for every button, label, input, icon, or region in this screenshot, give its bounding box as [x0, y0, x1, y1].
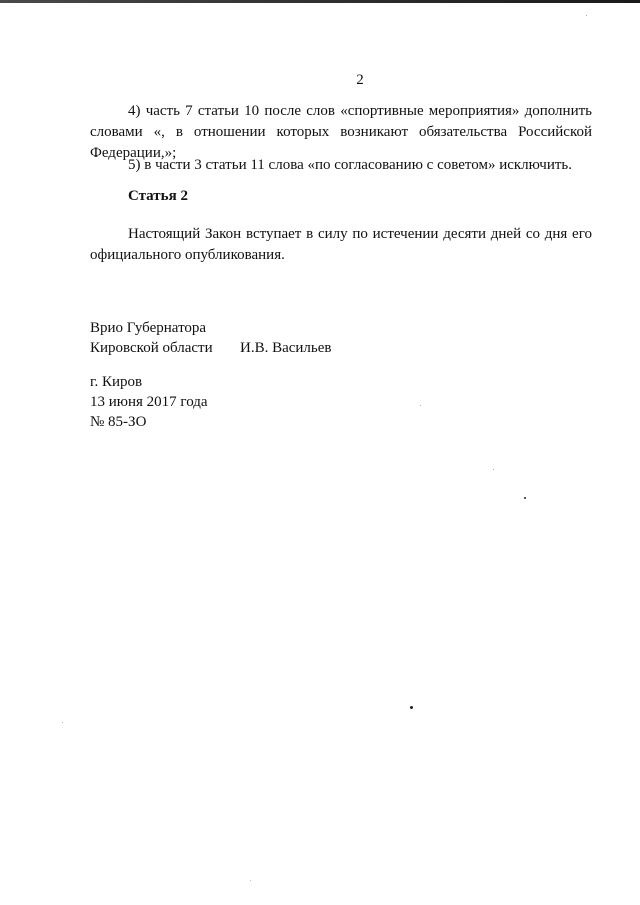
article-2-heading: Статья 2 [128, 188, 188, 204]
page-number: 2 [356, 72, 364, 88]
issuance-place: г. Киров [90, 374, 143, 390]
scan-speck [62, 722, 63, 723]
signatory-title-line-2: Кировской области [90, 340, 213, 356]
signatory-title-line-1: Врио Губернатора [90, 320, 207, 336]
issuance-details [90, 372, 208, 432]
amendment-item-5 [90, 155, 592, 176]
law-number: № 85-ЗО [90, 414, 147, 430]
scan-speck [410, 706, 413, 709]
amendment-item-4-text: 4) часть 7 статьи 10 после слов «спортивные мероприятия» дополнить словами «, в отношении которых возникают обязательства Российской Федерации,»; [90, 103, 592, 161]
signatory-name: И.В. Васильев [240, 340, 332, 356]
scan-speck [493, 469, 494, 470]
scan-speck [586, 15, 587, 16]
article-2-text: Настоящий Закон вступает в силу по истечении десяти дней со дня его официального опубликования. [90, 226, 592, 263]
amendment-item-5-text: 5) в части 3 статьи 11 слова «по согласованию с советом» исключить. [128, 157, 573, 173]
scan-speck [420, 405, 421, 406]
scan-speck [524, 497, 526, 499]
scan-speck [250, 880, 251, 881]
signatory-title [90, 318, 213, 358]
article-2-body [90, 224, 592, 266]
issuance-date: 13 июня 2017 года [90, 394, 208, 410]
scan-top-edge [0, 0, 640, 3]
